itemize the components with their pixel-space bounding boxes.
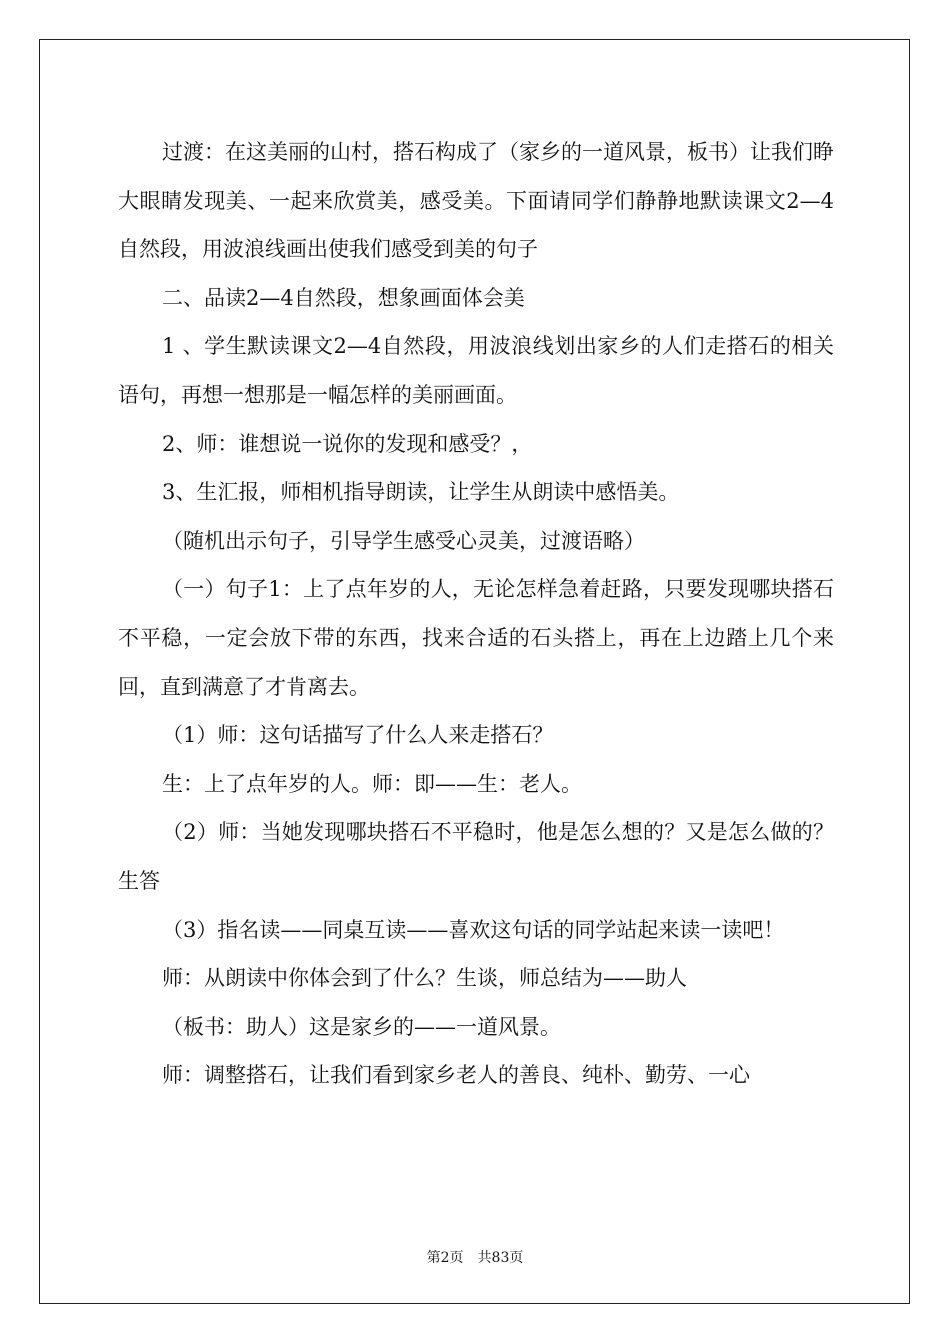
paragraph: （随机出示句子，引导学生感受心灵美，过渡语略） [162, 528, 645, 553]
paragraph: 师：调整搭石，让我们看到家乡老人的善良、纯朴、勤劳、一心 [162, 1063, 750, 1088]
page-number: 第2页 [426, 1250, 464, 1266]
paragraph: 过渡：在这美丽的山村，搭石构成了（家乡的一道风景，板书）让我们睁大眼睛发现美、一起来欣赏美，感受美。下面请同学们静静地默读课文2—4自然段，用波浪线画出使我们感受到美的句子 [118, 140, 834, 262]
page-footer [0, 1247, 950, 1267]
paragraph: （1）师：这句话描写了什么人来走搭石？ [162, 723, 554, 748]
paragraph: （3）指名读——同桌互读——喜欢这句话的同学站起来读一读吧！ [162, 917, 785, 942]
paragraph: 3、生汇报，师相机指导朗读，让学生从朗读中感悟美。 [162, 480, 680, 505]
paragraph: （板书：助人）这是家乡的——一道风景。 [162, 1014, 561, 1039]
paragraph: 1 、学生默读课文2—4自然段，用波浪线划出家乡的人们走搭石的相关语句，再想一想那是一幅怎样的美丽画面。 [118, 334, 834, 407]
paragraph: 师：从朗读中你体会到了什么？生谈，师总结为——助人 [162, 966, 687, 991]
document-body [118, 128, 834, 1100]
paragraph: 2、师：谁想说一说你的发现和感受？， [162, 431, 533, 456]
paragraph: （2）师：当她发现哪块搭石不平稳时，他是怎么想的？又是怎么做的？生答 [118, 820, 834, 893]
paragraph: （一）句子1：上了点年岁的人，无论怎样急着赶路，只要发现哪块搭石不平稳，一定会放下带的东西，找来合适的石头搭上，再在上边踏上几个来回，直到满意了才肯离去。 [118, 577, 834, 699]
page-total: 共83页 [477, 1250, 524, 1266]
paragraph: 生：上了点年岁的人。师：即——生：老人。 [162, 771, 582, 796]
paragraph: 二、品读2—4自然段，想象画面体会美 [162, 285, 525, 310]
